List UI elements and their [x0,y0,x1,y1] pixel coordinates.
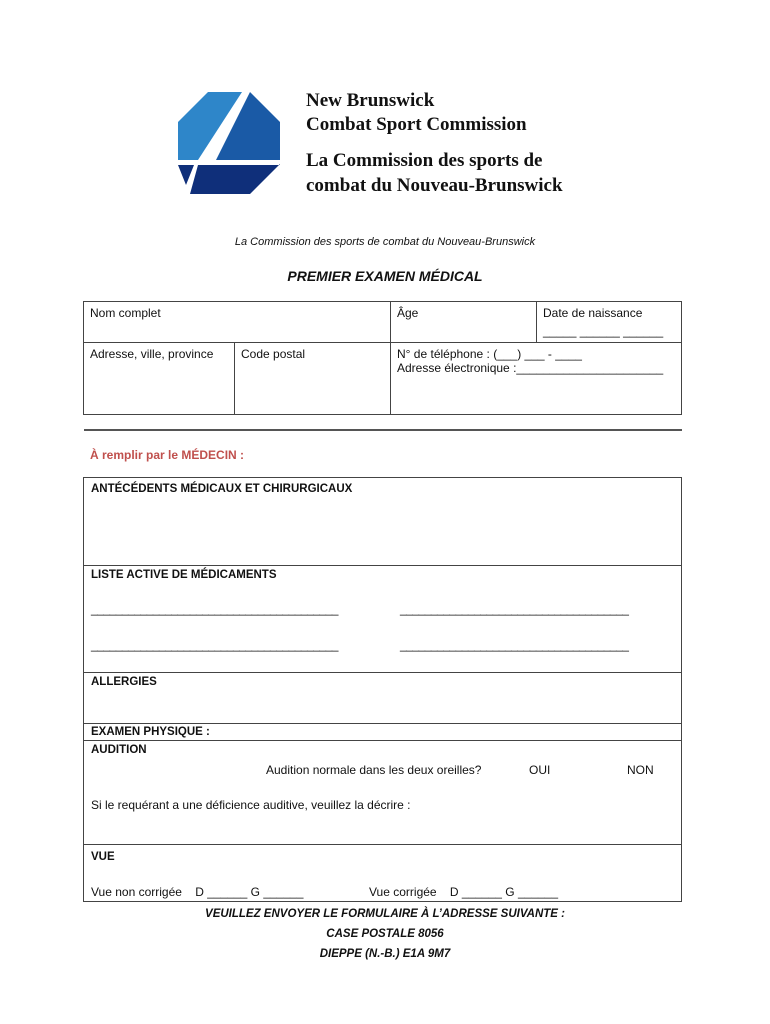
hearing-no-option[interactable]: NON [627,763,654,777]
hearing-question: Audition normale dans les deux oreilles? [266,763,482,777]
allergies-heading: ALLERGIES [91,676,157,688]
dob-label: Date de naissance [543,306,643,320]
medication-line[interactable]: _____________________________________ [400,602,629,616]
exam-section [83,723,682,741]
medications-section[interactable] [83,565,682,673]
footer-city-postal: DIEPPE (N.-B.) E1A 9M7 [319,948,451,960]
age-field[interactable] [391,302,537,343]
vision-heading: VUE [91,851,115,863]
vision-section[interactable] [83,844,682,902]
footer-instruction: VEUILLEZ ENVOYER LE FORMULAIRE À L’ADRESSE SUIVANTE : [205,908,565,920]
address-label: Adresse, ville, province [90,347,214,361]
section-divider [84,429,682,431]
org-name-en-line1: New Brunswick [306,90,435,111]
allergies-section[interactable] [83,672,682,724]
hearing-section[interactable] [83,740,682,845]
medications-heading: LISTE ACTIVE DE MÉDICAMENTS [91,569,277,581]
logo-shape-bottom [190,164,280,194]
full-name-field[interactable] [84,302,391,343]
full-name-label: Nom complet [90,306,161,320]
org-name-en-line2: Combat Sport Commission [306,114,527,135]
document-subtitle: La Commission des sports de combat du Nouveau-Brunswick [234,236,536,248]
history-section[interactable] [83,477,682,566]
hearing-describe-label: Si le requérant a une déficience auditive, veuillez la décrire : [91,798,411,812]
medication-line[interactable]: ________________________________________ [91,638,338,652]
document-title: PREMIER EXAMEN MÉDICAL [287,268,483,284]
commission-logo [176,90,282,196]
address-field[interactable] [84,343,235,415]
org-name-fr-line2: combat du Nouveau-Brunswick [306,175,563,196]
history-heading: ANTÉCÉDENTS MÉDICAUX ET CHIRURGICAUX [91,483,353,495]
email-label: Adresse électronique :______________________ [397,361,664,375]
physician-note: À remplir par le MÉDECIN : [90,448,245,462]
footer-po-box: CASE POSTALE 8056 [326,928,444,940]
contact-field[interactable] [391,343,682,415]
hearing-heading: AUDITION [91,744,147,756]
age-label: Âge [397,306,419,320]
dob-blank: _____ ______ ______ [543,324,664,338]
postal-code-label: Code postal [241,347,306,361]
exam-heading: EXAMEN PHYSIQUE : [91,726,210,738]
hearing-yes-option[interactable]: OUI [529,763,551,777]
medication-line[interactable]: ________________________________________ [91,602,338,616]
corrected-vision-field[interactable]: Vue corrigée D ______ G ______ [369,885,559,899]
phone-label: N° de téléphone : (___) ___ - ____ [397,347,582,361]
postal-code-field[interactable] [235,343,391,415]
org-name-fr-line1: La Commission des sports de [306,150,543,171]
medication-line[interactable]: _____________________________________ [400,638,629,652]
dob-field[interactable] [537,302,682,343]
applicant-info-table [83,301,682,415]
uncorrected-vision-field[interactable]: Vue non corrigée D ______ G ______ [91,885,304,899]
